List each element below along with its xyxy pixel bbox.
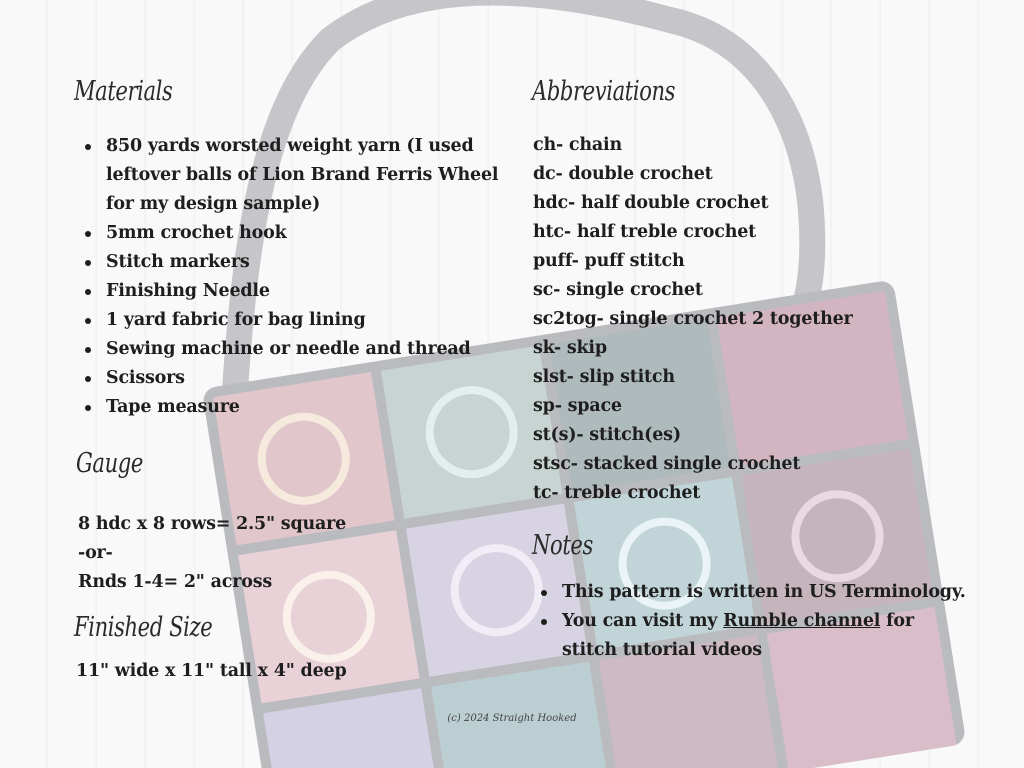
- gauge-text: [78, 510, 346, 597]
- bullet-icon: [85, 289, 91, 295]
- bullet-icon: [541, 619, 547, 625]
- abbreviation-item: slst- slip stitch: [533, 367, 675, 387]
- materials-item: Tape measure: [76, 393, 516, 422]
- bullet-icon: [85, 144, 91, 150]
- notes-item: You can visit my Rumble channel for stitch tutorial videos: [532, 607, 972, 665]
- copyright-footer: (c) 2024 Straight Hooked: [447, 713, 577, 724]
- notes-heading: Notes: [532, 530, 593, 561]
- bullet-icon: [85, 376, 91, 382]
- rumble-channel-link[interactable]: Rumble channel: [723, 611, 881, 631]
- finished-size-text: [76, 657, 347, 686]
- materials-item: Finishing Needle: [76, 277, 516, 306]
- bullet-icon: [541, 590, 547, 596]
- bullet-icon: [85, 405, 91, 411]
- abbreviations-heading: Abbreviations: [532, 76, 676, 107]
- abbreviation-item: tc- treble crochet: [533, 483, 701, 503]
- bullet-icon: [85, 318, 91, 324]
- abbreviations-list: [533, 131, 853, 508]
- abbreviation-item: sc2tog- single crochet 2 together: [533, 309, 853, 329]
- materials-item: 1 yard fabric for bag lining: [76, 306, 516, 335]
- abbreviation-item: st(s)- stitch(es): [533, 425, 681, 445]
- materials-list: [76, 132, 516, 422]
- materials-item: Scissors: [76, 364, 516, 393]
- gauge-heading: Gauge: [76, 448, 143, 479]
- notes-list: [532, 578, 972, 665]
- gauge-line: -or-: [78, 543, 113, 563]
- abbreviation-item: sk- skip: [533, 338, 607, 358]
- materials-heading: Materials: [74, 76, 173, 107]
- bullet-icon: [85, 260, 91, 266]
- abbreviation-item: dc- double crochet: [533, 164, 713, 184]
- finished-size-line: 11" wide x 11" tall x 4" deep: [76, 661, 347, 681]
- finished-size-heading: Finished Size: [74, 612, 213, 643]
- materials-item: 5mm crochet hook: [76, 219, 516, 248]
- abbreviation-item: stsc- stacked single crochet: [533, 454, 801, 474]
- materials-item: Sewing machine or needle and thread: [76, 335, 516, 364]
- bullet-icon: [85, 231, 91, 237]
- abbreviation-item: sp- space: [533, 396, 622, 416]
- notes-item: This pattern is written in US Terminology.: [532, 578, 972, 607]
- abbreviation-item: puff- puff stitch: [533, 251, 685, 271]
- abbreviation-item: htc- half treble crochet: [533, 222, 757, 242]
- materials-item: 850 yards worsted weight yarn (I used leftover balls of Lion Brand Ferris Wheel for my design sample): [76, 132, 516, 219]
- bullet-icon: [85, 347, 91, 353]
- abbreviation-item: hdc- half double crochet: [533, 193, 769, 213]
- gauge-line: Rnds 1-4= 2" across: [78, 572, 272, 592]
- abbreviation-item: sc- single crochet: [533, 280, 703, 300]
- materials-item: Stitch markers: [76, 248, 516, 277]
- gauge-line: 8 hdc x 8 rows= 2.5" square: [78, 514, 347, 534]
- abbreviation-item: ch- chain: [533, 135, 623, 155]
